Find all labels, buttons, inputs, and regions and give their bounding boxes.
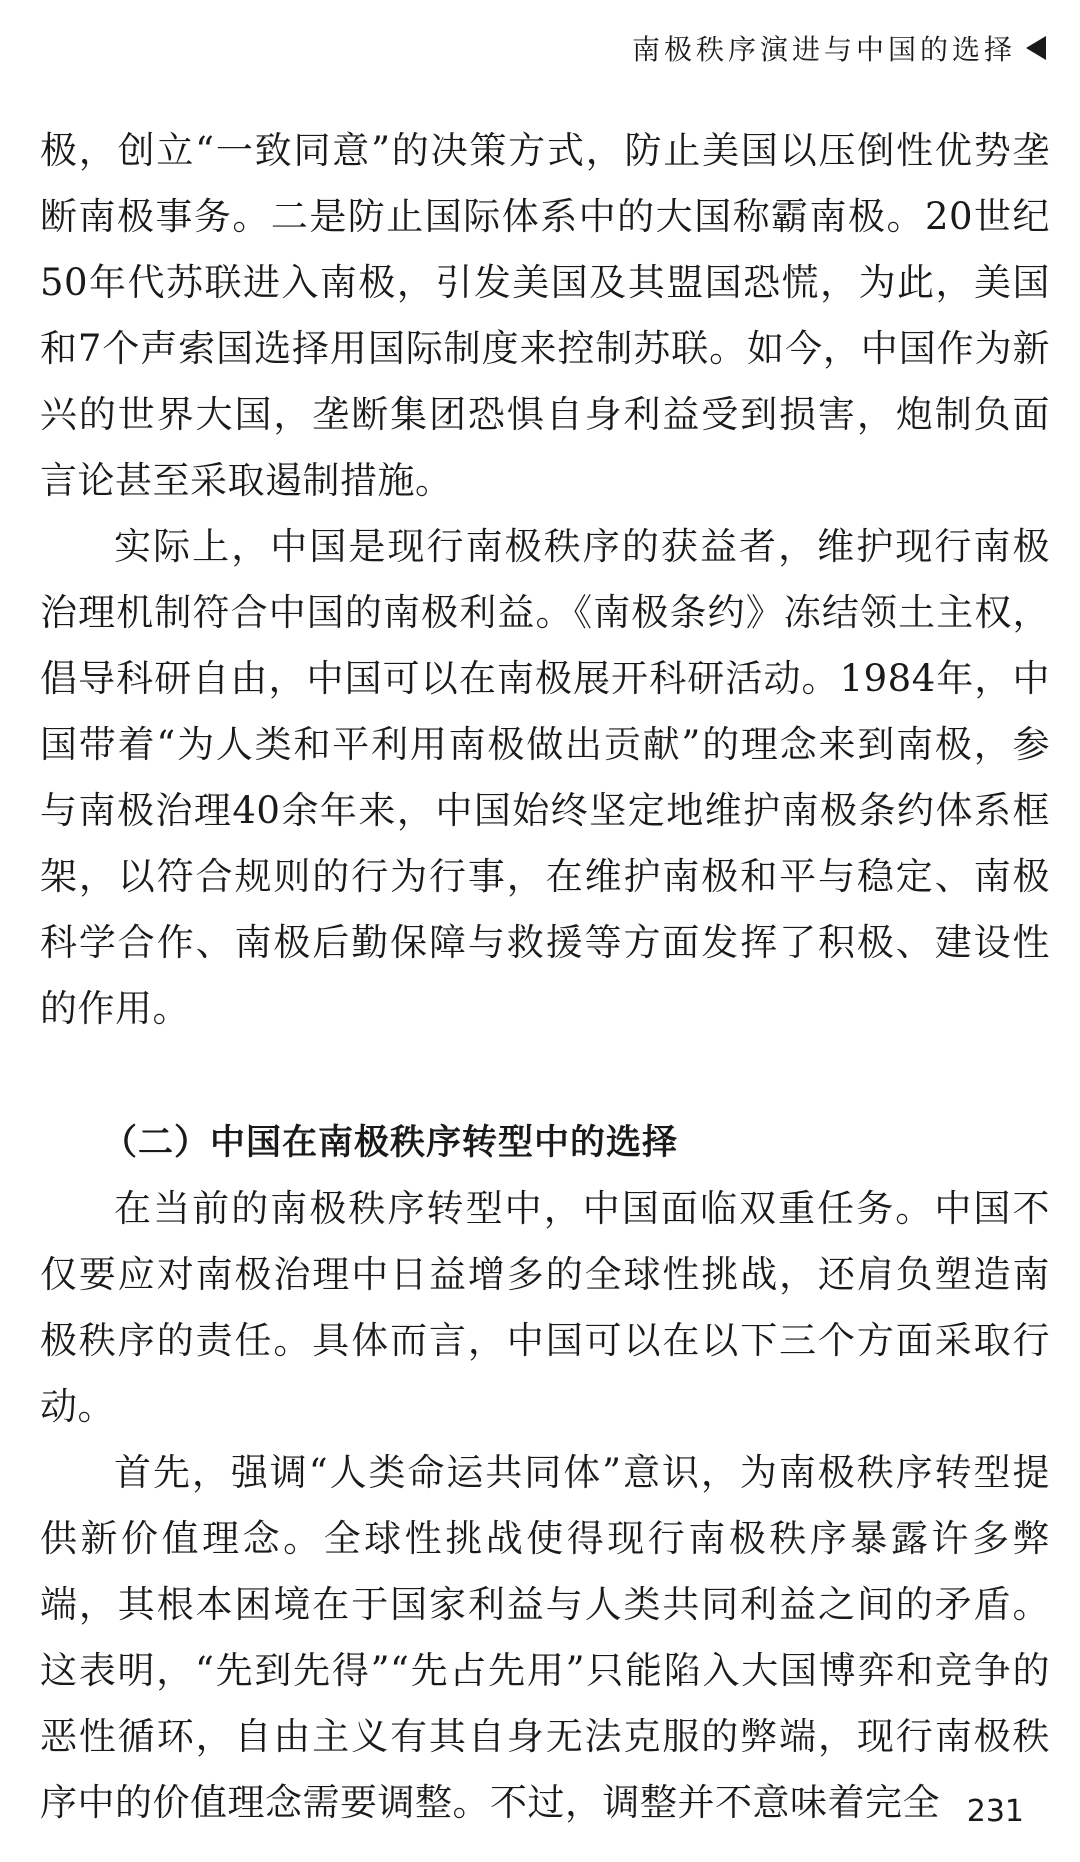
paragraph: 实际上，中国是现行南极秩序的获益者，维护现行南极治理机制符合中国的南极利益。《南极条约》冻结领土主权，倡导科研自由，中国可以在南极展开科研活动。1984年，中国带着“为人类和平利用南极做出贡献”的理念来到南极，参与南极治理40余年来，中国始终坚定地维护南极条约体系框架，以符合规则的行为行事，在维护南极和平与稳定、南极科学合作、南极后勤保障与救援等方面发挥了积极、建设性的作用。 — [40, 525, 1050, 1030]
section-heading: （二）中国在南极秩序转型中的选择 — [102, 1123, 679, 1163]
left-triangle-icon — [1026, 36, 1046, 60]
running-header — [632, 28, 1046, 68]
paragraph-continued: 极，创立“一致同意”的决策方式，防止美国以压倒性优势垄断南极事务。二是防止国际体系中的大国称霸南极。20世纪50年代苏联进入南极，引发美国及其盟国恐慌，为此，美国和7个声索国选择用国际制度来控制苏联。如今，中国作为新兴的世界大国，垄断集团恐惧自身利益受到损害，炮制负面言论甚至采取遏制措施。 — [40, 129, 1050, 502]
page-number: 231 — [966, 1794, 1024, 1829]
paragraph: 在当前的南极秩序转型中，中国面临双重任务。中国不仅要应对南极治理中日益增多的全球性挑战，还肩负塑造南极秩序的责任。具体而言，中国可以在以下三个方面采取行动。 — [40, 1187, 1050, 1428]
running-title: 南极秩序演进与中国的选择 — [631, 33, 1016, 66]
paragraph: 首先，强调“人类命运共同体”意识，为南极秩序转型提供新价值理念。全球性挑战使得现行南极秩序暴露许多弊端，其根本困境在于国家利益与人类共同利益之间的矛盾。这表明，“先到先得”“先占先用”只能陷入大国博弈和竞争的恶性循环，自由主义有其自身无法克服的弊端，现行南极秩序中的价值理念需要调整。不过，调整并不意味着完全 — [40, 1451, 1050, 1824]
body-text — [40, 118, 1050, 1836]
